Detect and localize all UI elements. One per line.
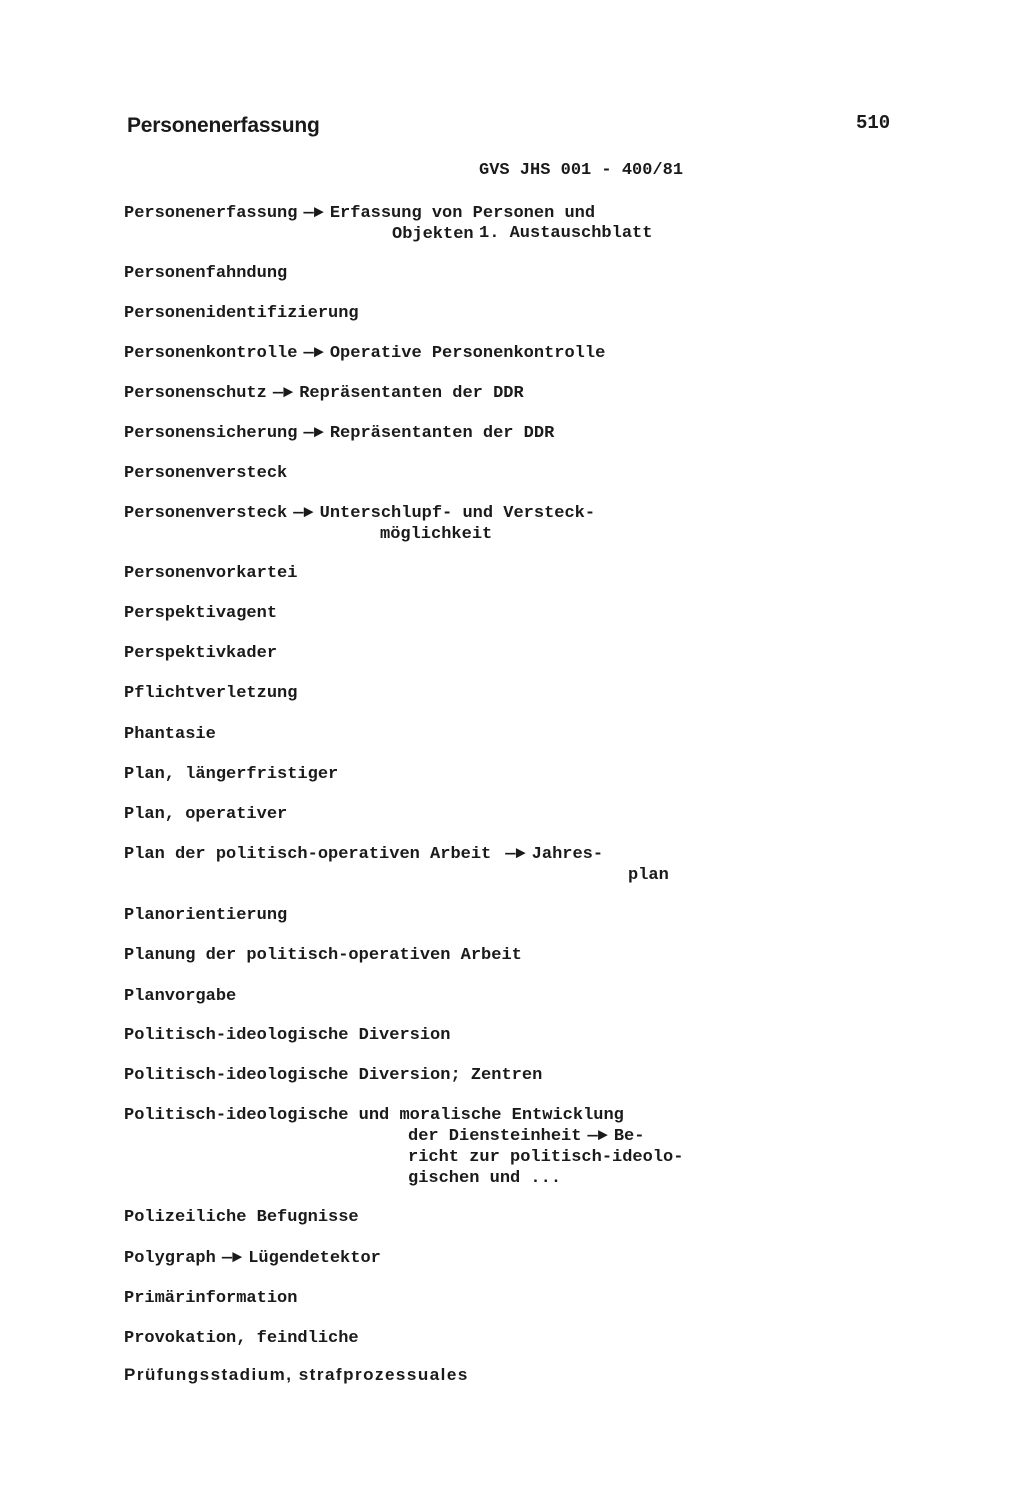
entry-term: Perspektivkader: [124, 644, 278, 663]
arrow-icon: —►: [293, 504, 314, 523]
entry-term: Personenkontrolle: [124, 344, 298, 363]
entry-personensicherung: [124, 423, 554, 444]
entry-personenidentifizierung: [124, 303, 359, 324]
arrow-icon: —►: [587, 1127, 608, 1146]
entry-term: Provokation, feindliche: [124, 1329, 359, 1348]
entry-personenversteck: [124, 463, 287, 484]
entry-term: Phantasie: [124, 725, 216, 744]
arrow-icon: —►: [303, 344, 324, 363]
entry-pid-zentren: [124, 1065, 542, 1086]
entry-polizeiliche-befugnisse: [124, 1207, 359, 1228]
entry-personenvorkartei: [124, 563, 297, 584]
entry-target: Jahres-: [531, 845, 604, 864]
entry-plan-politisch-operative-arbeit: [124, 844, 603, 865]
arrow-icon: —►: [303, 424, 324, 443]
entry-term: Polygraph: [124, 1249, 216, 1268]
entry-target: Erfassung von Personen und: [329, 204, 596, 223]
entry-term: Personenversteck: [124, 464, 288, 483]
entry-term: Personenschutz: [124, 384, 267, 403]
reference-line-1: GVS JHS 001 - 400/81: [479, 161, 684, 180]
entry-term: Plan, längerfristiger: [124, 765, 339, 784]
entry-target: Repräsentanten der DDR: [329, 424, 555, 443]
entry-plan-operativer: [124, 804, 287, 825]
entry-target: Repräsentanten der DDR: [299, 384, 524, 403]
entry-term: Prüfungsstadium, strafprozessuales: [124, 1365, 469, 1384]
entry-continued: [408, 1126, 644, 1147]
entry-plan-laengerfristiger: [124, 764, 338, 785]
entry-term: Personenvorkartei: [124, 564, 298, 583]
entry-term: Polizeiliche Befugnisse: [124, 1208, 359, 1227]
reference-line-2: 1. Austauschblatt: [479, 224, 653, 243]
entry-term: Personenversteck: [124, 504, 288, 523]
entry-planvorgabe: [124, 986, 236, 1007]
entry-personenversteck-ref: [124, 503, 595, 524]
entry-line: gischen und ...: [408, 1169, 562, 1188]
entry-term: Planorientierung: [124, 906, 288, 925]
arrow-icon: —►: [272, 384, 294, 403]
entry-target-continued: plan: [628, 866, 669, 885]
entry-planung: [124, 945, 522, 966]
entry-target-continued: möglichkeit: [380, 525, 493, 544]
entry-personenfahndung: [124, 263, 287, 284]
entry-term: Personensicherung: [124, 424, 298, 443]
entry-perspektivagent: [124, 603, 277, 624]
entry-personenkontrolle: [124, 343, 605, 364]
entry-term: Politisch-ideologische und moralische Entwicklung: [124, 1106, 624, 1125]
entry-target: Be-: [613, 1127, 645, 1146]
entry-term: Planung der politisch-operativen Arbeit: [124, 946, 522, 965]
entry-term: Politisch-ideologische Diversion; Zentren: [124, 1066, 543, 1085]
entry-personenerfassung: [124, 203, 595, 224]
entry-pruefungsstadium: [124, 1364, 469, 1385]
entry-term: Pflichtverletzung: [124, 684, 298, 703]
entry-term: Plan der politisch-operativen Arbeit: [124, 845, 492, 864]
entry-primaerinformation: [124, 1288, 297, 1309]
entry-planorientierung: [124, 905, 287, 926]
entry-target-continued: Objekten: [392, 225, 474, 244]
entry-term: Personenfahndung: [124, 264, 288, 283]
entry-term: Primärinformation: [124, 1289, 298, 1308]
entry-line: der Diensteinheit: [408, 1127, 582, 1146]
entry-pflichtverletzung: [124, 683, 297, 704]
page-number: 510: [856, 112, 891, 134]
entry-term: Perspektivagent: [124, 604, 278, 623]
entry-term: Personenidentifizierung: [124, 304, 359, 323]
entry-personenschutz: [124, 383, 524, 404]
arrow-icon: —►: [221, 1249, 243, 1268]
entry-pid: [124, 1025, 450, 1046]
entry-term: Politisch-ideologische Diversion: [124, 1026, 451, 1045]
entry-politisch-ideologische-entwicklung: [124, 1105, 624, 1126]
entry-term: Plan, operativer: [124, 805, 288, 824]
document-reference: [479, 118, 683, 286]
entry-provokation: [124, 1328, 359, 1349]
entry-target: Lügendetektor: [248, 1249, 381, 1268]
arrow-icon: —►: [505, 845, 526, 864]
entry-target: Unterschlupf- und Versteck-: [319, 504, 596, 523]
entry-polygraph: [124, 1248, 381, 1269]
entry-term: Planvorgabe: [124, 987, 237, 1006]
entry-phantasie: [124, 724, 216, 745]
entry-line: richt zur politisch-ideolo-: [408, 1148, 684, 1167]
page-title: Personenerfassung: [127, 114, 320, 137]
entry-term: Personenerfassung: [124, 204, 298, 223]
entry-perspektivkader: [124, 643, 277, 664]
entry-target: Operative Personenkontrolle: [329, 344, 606, 363]
arrow-icon: —►: [303, 204, 324, 223]
